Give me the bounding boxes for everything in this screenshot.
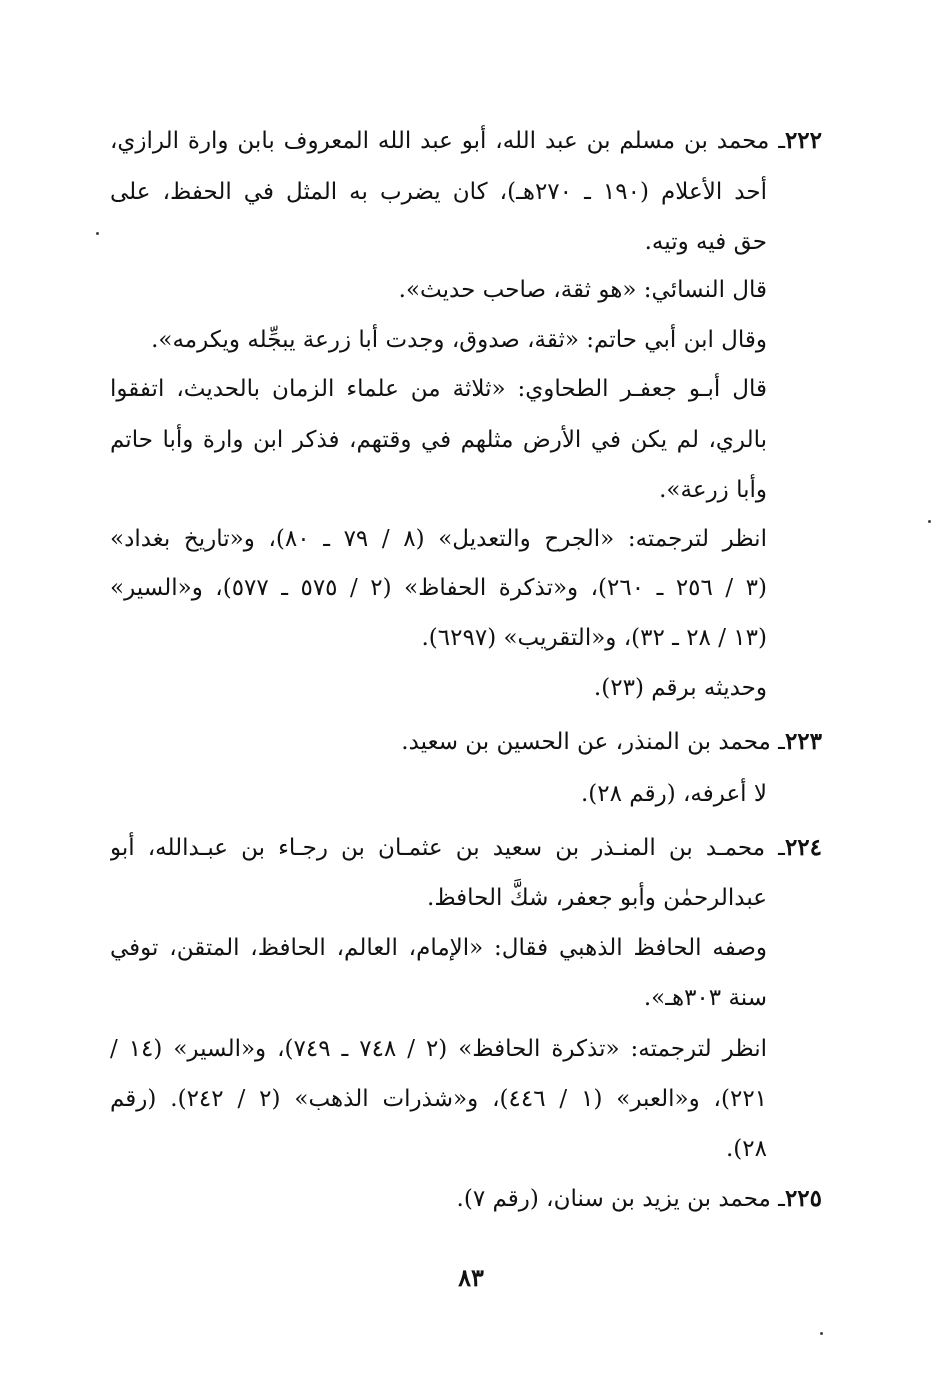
entry-222-line-12: وحديثه برقم (٢٣). [593, 675, 767, 701]
entry-224-line-7: ٢٨). [725, 1136, 767, 1162]
entry-222-line-4: قال النسائي: «هو ثقة، صاحب حديث». [398, 277, 767, 303]
entry-223-line-1: ٢٢٣ـ محمد بن المنذر، عن الحسين بن سعيد. [401, 728, 822, 755]
entry-number-224: ٢٢٤ [784, 834, 822, 861]
entry-222-line-1: ٢٢٢ـ محمد بن مسلم بن عبد الله، أبو عبد الله المعروف بابن وارة الرازي، [110, 127, 822, 154]
entry-222-line-3: حق فيه وتيه. [644, 229, 767, 255]
entry-225-line-1: ٢٢٥ـ محمد بن يزيد بن سنان، (رقم ٧). [456, 1185, 822, 1212]
entry-222-line-8: وأبا زرعة». [659, 477, 767, 503]
entry-222-line-9: انظر لترجمته: «الجرح والتعديل» (٨ / ٧٩ ـ ٨٠)، و«تاريخ بغداد» [110, 526, 767, 552]
entry-224-line-3: وصفه الحافظ الذهبي فقال: «الإمام، العالم، الحافظ، المتقن، توفي [110, 935, 767, 961]
scan-speck [96, 232, 99, 235]
entry-number-222: ٢٢٢ [784, 127, 822, 154]
page-number: ٨٣ [458, 1263, 484, 1292]
entry-224-line-4: سنة ٣٠٣هـ». [643, 985, 767, 1011]
entry-number-225: ٢٢٥ [784, 1185, 822, 1212]
entry-224-line-1: ٢٢٤ـ محمـد بن المنـذر بن سعيد بن عثمـان بن رجـاء بن عبـدالله، أبو [110, 834, 822, 861]
entry-224-line-6: ٢٢١)، و«العبر» (١ / ٤٤٦)، و«شذرات الذهب» (٢ / ٢٤٢). (رقم [110, 1086, 767, 1112]
entry-223-line-2: لا أعرفه، (رقم ٢٨). [580, 781, 767, 807]
scan-speck [820, 1332, 823, 1335]
entry-222-line-10: (٣ / ٢٥٦ ـ ٢٦٠)، و«تذكرة الحفاظ» (٢ / ٥٧٥ ـ ٥٧٧)، و«السير» [110, 575, 767, 601]
entry-222-line-11: (١٣ / ٢٨ ـ ٣٢)، و«التقريب» (٦٢٩٧). [421, 625, 767, 651]
entry-222-line-2: أحد الأعلام (١٩٠ ـ ٢٧٠هـ)، كان يضرب به المثل في الحفظ، على [110, 179, 767, 205]
entry-222-line-6: قال أبـو جعفـر الطحاوي: «ثلاثة من علماء الزمان بالحديث، اتفقوا [110, 376, 767, 402]
entry-224-line-5: انظر لترجمته: «تذكرة الحافظ» (٢ / ٧٤٨ ـ ٧٤٩)، و«السير» (١٤ / [110, 1036, 767, 1062]
entry-222-line-7: بالري، لم يكن في الأرض مثلهم في وقتهم، فذكر ابن وارة وأبا حاتم [110, 427, 767, 453]
scan-speck [928, 520, 931, 523]
entry-number-223: ٢٢٣ [784, 728, 822, 755]
entry-224-line-2: عبدالرحمٰن وأبو جعفر، شكَّ الحافظ. [427, 885, 767, 911]
entry-222-line-5: وقال ابن أبي حاتم: «ثقة، صدوق، وجدت أبا زرعة يبجِّله ويكرمه». [151, 327, 767, 353]
